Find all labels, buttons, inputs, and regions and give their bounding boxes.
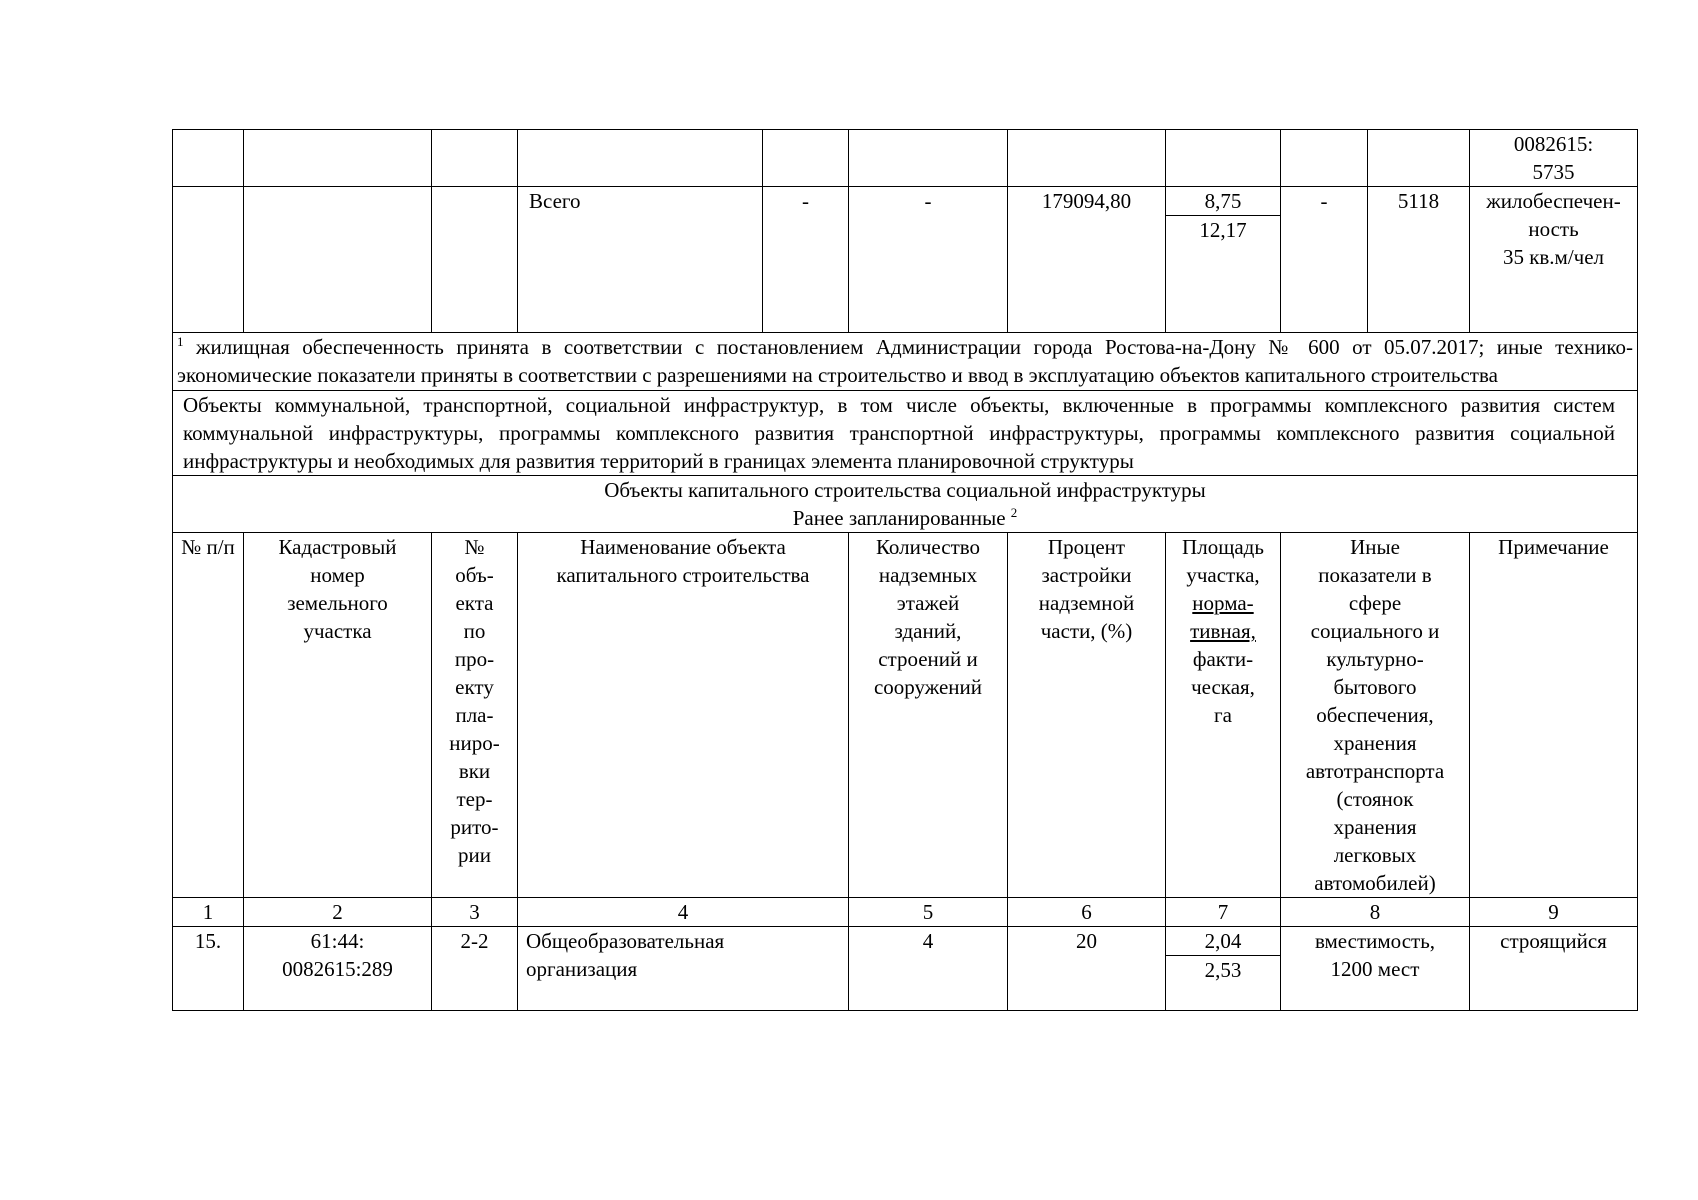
header-object-no: № объ- екта по про- екту пла- ниро- вки тер- рито- рии	[432, 533, 518, 898]
row-name: Общеобразовательная организация	[518, 927, 849, 1011]
table-row	[173, 927, 1638, 1011]
document-page	[172, 129, 1637, 1011]
row-area-top: 2,04	[1166, 927, 1280, 956]
header-cadastral: Кадастровый номер земельного участка	[244, 533, 432, 898]
section-title-cell	[173, 476, 1638, 533]
col-number: 7	[1166, 898, 1281, 927]
table-row	[173, 130, 1638, 187]
row-note: строящийся	[1470, 927, 1638, 1011]
header-note: Примечание	[1470, 533, 1638, 898]
row-floors: 4	[849, 927, 1008, 1011]
header-area-b: факти- ческая, га	[1191, 647, 1255, 727]
header-floors: Количество надземных этажей зданий, строений и сооружений	[849, 533, 1008, 898]
col-number: 9	[1470, 898, 1638, 927]
total-note: жилобеспечен- ность 35 кв.м/чел	[1470, 187, 1638, 333]
row-percent: 20	[1008, 927, 1166, 1011]
row-area-bottom: 2,53	[1204, 958, 1242, 982]
total-row	[173, 187, 1638, 333]
footnote-row	[173, 333, 1638, 391]
col-number: 6	[1008, 898, 1166, 927]
total-col5: -	[763, 187, 849, 333]
objects-text-row	[173, 391, 1638, 476]
section-subtitle: Ранее запланированные	[792, 506, 1006, 530]
data-table	[172, 129, 1638, 1011]
section-subtitle-mark: 2	[1010, 505, 1018, 520]
row-area	[1166, 927, 1281, 1011]
column-numbers-row	[173, 898, 1638, 927]
row-object-no: 2-2	[432, 927, 518, 1011]
total-label: Всего	[518, 187, 763, 333]
total-fraction	[1166, 187, 1281, 333]
col-number: 1	[173, 898, 244, 927]
col-number: 4	[518, 898, 849, 927]
header-row	[173, 533, 1638, 898]
header-area-normative: норма- тивная,	[1190, 591, 1256, 643]
header-area-a: Площадь участка,	[1182, 535, 1264, 587]
header-name: Наименование объекта капитального строительства	[518, 533, 849, 898]
footnote-1	[173, 333, 1638, 391]
row-other: вместимость, 1200 мест	[1281, 927, 1470, 1011]
row-num: 15.	[173, 927, 244, 1011]
total-frac-bottom: 12,17	[1199, 218, 1247, 242]
col-number: 8	[1281, 898, 1470, 927]
col-number: 5	[849, 898, 1008, 927]
section-title-row	[173, 476, 1638, 533]
total-frac-top: 8,75	[1166, 187, 1280, 216]
row-cadastral: 61:44: 0082615:289	[244, 927, 432, 1011]
footnote-mark: 1	[177, 334, 184, 349]
objects-text: Объекты коммунальной, транспортной, социальной инфраструктур, в том числе объекты, включенные в программы комплексного развития систем коммунальной инфраструктуры, программы комплексного развития транспортной инфраструктуры, программы комплексного развития социальной инфраструктуры и необходимых для развития территорий в границах элемента планировочной структуры	[173, 391, 1638, 476]
section-title: Объекты капитального строительства социальной инфраструктуры	[604, 478, 1206, 502]
header-area	[1166, 533, 1281, 898]
header-other: Иные показатели в сфере социального и культурно- бытового обеспечения, хранения автотранспорта (стоянок хранения легковых автомобилей)	[1281, 533, 1470, 898]
header-num: № п/п	[173, 533, 244, 898]
row1-note-cell: 0082615: 5735	[1470, 130, 1638, 187]
total-area: 179094,80	[1008, 187, 1166, 333]
total-col9: 5118	[1368, 187, 1470, 333]
header-percent: Процент застройки надземной части, (%)	[1008, 533, 1166, 898]
total-col8: -	[1281, 187, 1368, 333]
col-number: 2	[244, 898, 432, 927]
total-col6: -	[849, 187, 1008, 333]
col-number: 3	[432, 898, 518, 927]
section-subtitle-wrap	[176, 504, 1634, 532]
footnote-text: жилищная обеспеченность принята в соответствии с постановлением Администрации города Ростова-на-Дону № 600 от 05.07.2017; иные технико-экономические показатели приняты в соответствии с разрешениями на строительство и ввод в эксплуатацию объектов капитального строительства	[177, 335, 1633, 387]
